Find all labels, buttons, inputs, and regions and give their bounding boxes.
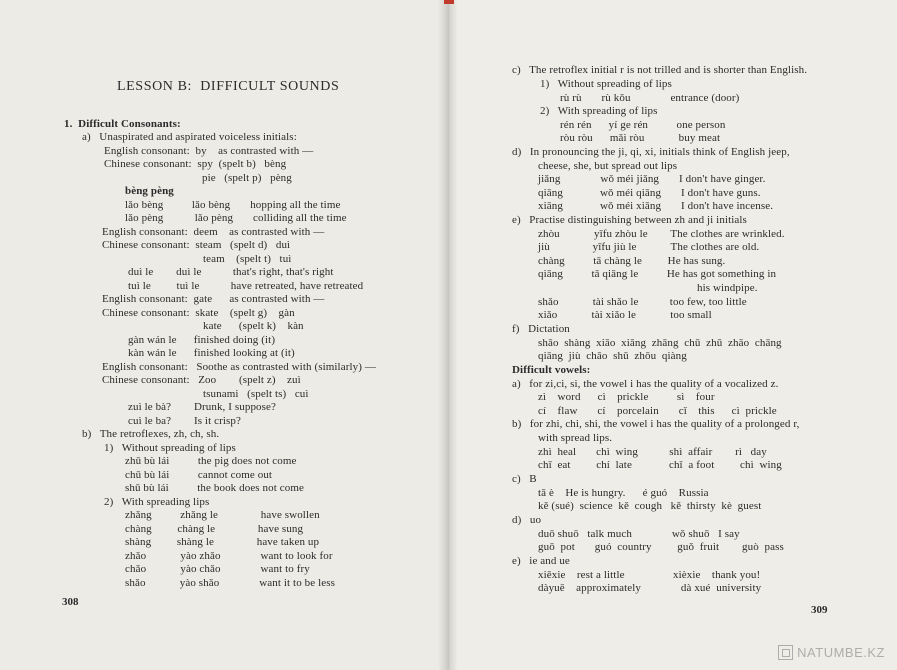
text-line: zhū bù lái the pig does not come	[125, 455, 297, 467]
text-line: a) for zi,ci, si, the vowel i has the quality of a vocalized z.	[512, 378, 779, 390]
text-line: his windpipe.	[697, 282, 758, 294]
text-line: dàyuē approximately dà xué university	[538, 582, 762, 594]
text-line: shǎo tài shǎo le too few, too little	[538, 296, 747, 308]
right-page-number: 309	[811, 604, 828, 616]
text-line: English consonant: by as contrasted with —	[104, 145, 314, 157]
text-line: a) Unaspirated and aspirated voiceless initials:	[82, 131, 297, 143]
text-line: tā è He is hungry. é guó Russia	[538, 487, 709, 499]
text-line: zhǎo yào zhǎo want to look for	[125, 550, 333, 562]
text-line: English consonant: gate as contrasted with —	[102, 293, 325, 305]
text-line: tsunami (spelt ts) cuì	[203, 388, 309, 400]
text-line: English consonant: deem as contrasted with —	[102, 226, 325, 238]
text-line: chǎo yào chǎo want to fry	[125, 563, 310, 575]
text-line: b) The retroflexes, zh, ch, sh.	[82, 428, 220, 440]
watermark-logo-icon	[778, 645, 793, 660]
text-line: shǎo yào shǎo want it to be less	[125, 577, 335, 589]
text-line: jiǎng wǒ méi jiǎng I don't have ginger.	[538, 173, 766, 185]
text-line: shàng shàng le have taken up	[125, 536, 320, 548]
watermark	[778, 645, 885, 660]
text-line: chàng tā chàng le He has sung.	[538, 255, 726, 267]
text-line: guō pot guó country guǒ fruit guò pass	[538, 541, 784, 553]
text-line: c) B	[512, 473, 537, 485]
text-line: 1) Without spreading of lips	[540, 78, 672, 90]
text-line: zì word cì prickle sì four	[538, 391, 715, 403]
right-page	[447, 0, 897, 670]
text-line: tuì le tuì le have retreated, have retreated	[128, 280, 364, 292]
text-line: c) The retroflex initial r is not trilled and is shorter than English.	[512, 64, 808, 76]
text-line: Difficult vowels:	[512, 364, 591, 376]
text-line: Chinese consonant: spy (spelt b) bèng	[104, 158, 287, 170]
text-line: duì le duì le that's right, that's right	[128, 266, 334, 278]
text-line: e) Practise distinguishing between zh and ji initials	[512, 214, 747, 226]
text-line: jiù yīfu jiù le The clothes are old.	[538, 241, 760, 253]
text-line: d) uo	[512, 514, 542, 526]
text-line: rén rén yí ge rén one person	[560, 119, 726, 131]
text-line: shāo shàng xiāo xiāng zhāng chū zhū zhāo chāng	[538, 337, 782, 349]
left-page	[0, 0, 447, 670]
text-line: pie (spelt p) pèng	[202, 172, 292, 184]
text-line: cheese, she, but spread out lips	[538, 160, 678, 172]
text-line: zhǎng zhǎng le have swollen	[125, 509, 320, 521]
text-line: gàn wán le finished doing (it)	[128, 334, 276, 346]
text-line: lǎo bèng lǎo bèng hopping all the time	[125, 199, 341, 211]
text-line: 2) With spreading lips	[104, 496, 210, 508]
text-line: cuì le ba? Is it crisp?	[128, 415, 241, 427]
text-line: cí flaw cí porcelain cǐ this cì prickle	[538, 405, 777, 417]
text-line: duō shuō talk much wǒ shuō I say	[538, 528, 740, 540]
text-line: Chinese consonant: skate (spelt g) gàn	[102, 307, 295, 319]
text-line: rù rù rù kǒu entrance (door)	[560, 92, 740, 104]
text-line: f) Dictation	[512, 323, 570, 335]
text-line: shū bù lái the book does not come	[125, 482, 304, 494]
ribbon-mark	[444, 0, 454, 4]
text-line: kàn wán le finished looking at (it)	[128, 347, 295, 359]
text-line: with spread lips.	[538, 432, 613, 444]
text-line: kate (spelt k) kàn	[203, 320, 304, 332]
text-line: lǎo pèng lǎo pèng colliding all the time	[125, 212, 347, 224]
text-line: qiāng wǒ méi qiāng I don't have guns.	[538, 187, 761, 199]
text-line: 1. Difficult Consonants:	[64, 118, 181, 130]
text-line: b) for zhi, chi, shi, the vowel i has the quality of a prolonged r,	[512, 418, 800, 430]
text-line: bèng pèng	[125, 185, 174, 197]
book-gutter	[438, 0, 458, 670]
text-line: zhòu yīfu zhòu le The clothes are wrinkled.	[538, 228, 785, 240]
text-line: e) ie and ue	[512, 555, 570, 567]
text-line: zuì le bà? Drunk, I suppose?	[128, 401, 276, 413]
text-line: 2) With spreading of lips	[540, 105, 658, 117]
watermark-text: NATUMBE.KZ	[797, 645, 885, 660]
text-line: English consonant: Soothe as contrasted with (similarly) —	[102, 361, 376, 373]
text-line: Chinese consonant: steam (spelt d) duì	[102, 239, 291, 251]
text-line: qiāng tā qiāng le He has got something in	[538, 268, 777, 280]
text-line: Chinese consonant: Zoo (spelt z) zuì	[102, 374, 301, 386]
text-line: 1) Without spreading of lips	[104, 442, 236, 454]
text-line: chū bù lái cannot come out	[125, 469, 273, 481]
text-line: chī eat chí late chǐ a foot chì wing	[538, 459, 782, 471]
text-line: xiāng wǒ méi xiāng I don't have incense.	[538, 200, 774, 212]
text-line: kě (sué) science kě cough kě thirsty kè guest	[538, 500, 762, 512]
text-line: xiēxie rest a little xièxie thank you!	[538, 569, 761, 581]
lesson-title: LESSON B: DIFFICULT SOUNDS	[117, 79, 340, 94]
text-line: ròu ròu mǎi ròu buy meat	[560, 132, 721, 144]
text-line: zhì heal chì wing shì affair rì day	[538, 446, 767, 458]
text-line: chàng chàng le have sung	[125, 523, 304, 535]
text-line: d) In pronouncing the ji, qi, xi, initials think of English jeep,	[512, 146, 790, 158]
text-line: xiǎo tài xiǎo le too small	[538, 309, 712, 321]
text-line: team (spelt t) tuì	[203, 253, 292, 265]
text-line: qiāng jiù chāo shū zhōu qiàng	[538, 350, 687, 362]
left-page-number: 308	[62, 596, 79, 608]
